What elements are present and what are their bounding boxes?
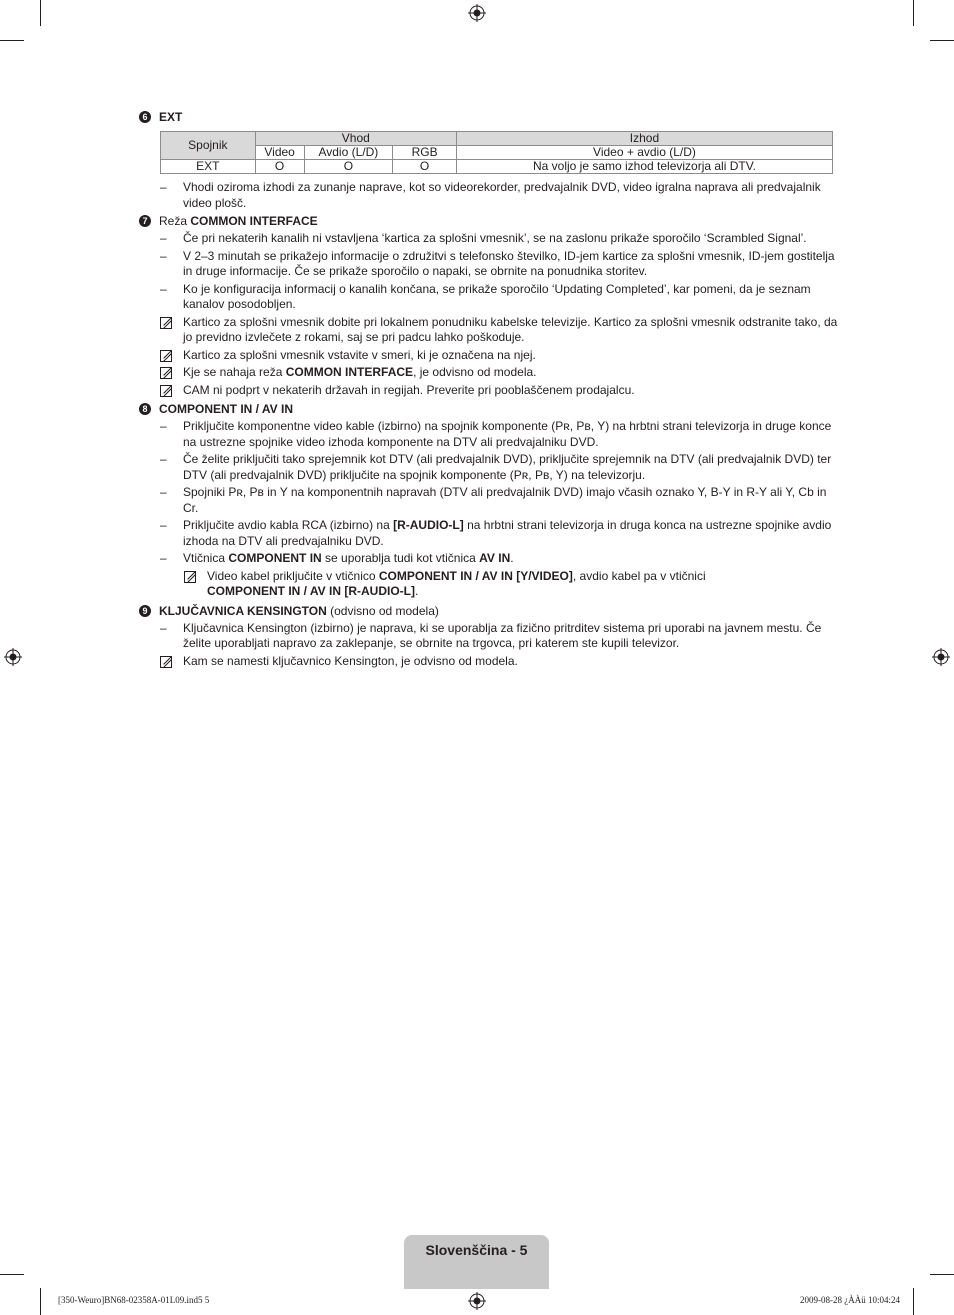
list-item: – Če pri nekaterih kanalih ni vstavljena ‘kartica za splošni vmesnik’, se na zaslonu prikaže sporočilo ‘Scrambled Signal’. (160, 231, 807, 245)
note-icon (160, 350, 172, 362)
crop-mark (40, 0, 41, 26)
note-icon (160, 656, 172, 668)
table-subheader-video: Video (255, 146, 304, 160)
imprint-right: 2009-08-28 ¿ÀÀü 10:04:24 (800, 1295, 900, 1305)
circled-number-icon: 9 (139, 605, 151, 617)
table-cell: O (304, 160, 393, 174)
registration-mark-icon (932, 648, 950, 666)
note-item: Kam se namesti ključavnico Kensington, je odvisno od modela. (139, 654, 842, 670)
list-item: – Ključavnica Kensington (izbirno) je naprava, ki se uporablja za fizično pritrditev sistema pri uporabi na javnem mestu. Če želite uporabljati napravo za zaklepanje, se obrnite na trgovca, pri katerem ste kupili televizor. (160, 620, 822, 650)
section-title: EXT (159, 110, 183, 124)
section-title: KLJUČAVNICA KENSINGTON (odvisno od modela) (159, 603, 439, 618)
crop-mark (930, 40, 954, 41)
note-item: Kje se nahaja reža COMMON INTERFACE, je odvisno od modela. (139, 365, 842, 381)
page-label: Slovenščina - 5 (425, 1242, 528, 1258)
crop-mark (913, 0, 914, 26)
list-item: – Vhodi oziroma izhodi za zunanje naprave, kot so videorekorder, predvajalnik DVD, video igralna naprava ali predvajalnik video plošč. (160, 180, 821, 210)
section-title: COMPONENT IN / AV IN (159, 402, 294, 416)
list-item: – Priključite komponentne video kable (izbirno) na spojnik komponente (Pʀ, Pʙ, Y) na hrbtni strani televizorja in druge konce na ustrezne spojnike video izhoda komponente na DTV ali predvajalniku DVD. (160, 419, 832, 449)
section-ext-heading (139, 109, 842, 125)
registration-mark-icon (468, 1292, 486, 1310)
crop-mark (930, 1274, 954, 1275)
registration-mark-icon (468, 4, 486, 22)
table-header-vhod: Vhod (255, 132, 456, 146)
crop-mark (0, 40, 24, 41)
table-cell: O (393, 160, 457, 174)
list-item: – Spojniki Pʀ, Pʙ in Y na komponentnih napravah (DTV ali predvajalnik DVD) imajo včasih oznako Y, B-Y in R-Y ali Y, Cb in Cr. (160, 485, 827, 515)
section-title: Reža COMMON INTERFACE (159, 214, 318, 228)
circled-number-icon: 8 (139, 403, 151, 415)
section-kensington-heading (139, 603, 842, 619)
page-content (139, 109, 842, 671)
table-header-izhod: Izhod (456, 132, 832, 146)
imprint-left: [350-Weuro]BN68-02358A-01L09.ind5 5 (58, 1295, 210, 1305)
table-cell: O (255, 160, 304, 174)
note-icon (160, 385, 172, 397)
section-component-heading (139, 401, 842, 417)
circled-number-icon: 7 (139, 215, 151, 227)
note-icon (160, 317, 172, 329)
crop-mark (0, 1274, 24, 1275)
table-subheader-izhod: Video + avdio (L/D) (456, 146, 832, 160)
note-item: Kartico za splošni vmesnik vstavite v smeri, ki je označena na njej. (139, 348, 842, 364)
table-cell: Na voljo je samo izhod televizorja ali DTV. (456, 160, 832, 174)
ext-table (160, 131, 833, 174)
list-item: – Vtičnica COMPONENT IN se uporablja tudi kot vtičnica AV IN. (160, 551, 514, 565)
circled-number-icon: 6 (139, 111, 151, 123)
table-cell: EXT (161, 160, 256, 174)
note-item: Video kabel priključite v vtičnico COMPONENT IN / AV IN [Y/VIDEO], avdio kabel pa v vtičnici COMPONENT IN / AV IN [R-AUDIO-L]. (139, 569, 842, 600)
table-subheader-avdio: Avdio (L/D) (304, 146, 393, 160)
list-item: – Če želite priključiti tako sprejemnik kot DTV (ali predvajalnik DVD), priključite sprejemnik na DTV (ali predvajalnik DVD) ter DTV (ali predvajalnik DVD) priključite na spojnik komponente (Pʀ, Pʙ, Y) na televizorju. (160, 452, 832, 482)
crop-mark (913, 1288, 914, 1315)
note-item: Kartico za splošni vmesnik dobite pri lokalnem ponudniku kabelske televizije. Kartico za splošni vmesnik odstranite tako, da jo previdno izvlečete z rokami, saj se pri padcu lahko poškoduje. (139, 315, 842, 346)
table-subheader-rgb: RGB (393, 146, 457, 160)
table-header-spojnik: Spojnik (161, 132, 256, 160)
note-icon (184, 571, 196, 583)
section-ci-heading (139, 213, 842, 229)
note-icon (160, 367, 172, 379)
list-item: – V 2–3 minutah se prikažejo informacije o združitvi s telefonsko številko, ID-jem kartice za splošni vmesnik, ID-jem gostitelja in druge informacije. Če se prikaže sporočilo o napaki, se obrnite na ponudnika storitev. (160, 248, 835, 278)
list-item: – Priključite avdio kabla RCA (izbirno) na [R-AUDIO-L] na hrbtni strani televizorja in druga konca na ustrezne spojnike avdio izhoda na DTV ali predvajalniku DVD. (160, 518, 832, 548)
note-item: CAM ni podprt v nekaterih državah in regijah. Preverite pri pooblaščenem prodajalcu. (139, 383, 842, 399)
registration-mark-icon (4, 648, 22, 666)
list-item: – Ko je konfiguracija informacij o kanalih končana, se prikaže sporočilo ‘Updating Completed’, kar pomeni, da je seznam kanalov posodobljen. (160, 281, 811, 311)
page-number-tab (404, 1235, 549, 1289)
table-row (161, 160, 833, 174)
crop-mark (40, 1288, 41, 1315)
